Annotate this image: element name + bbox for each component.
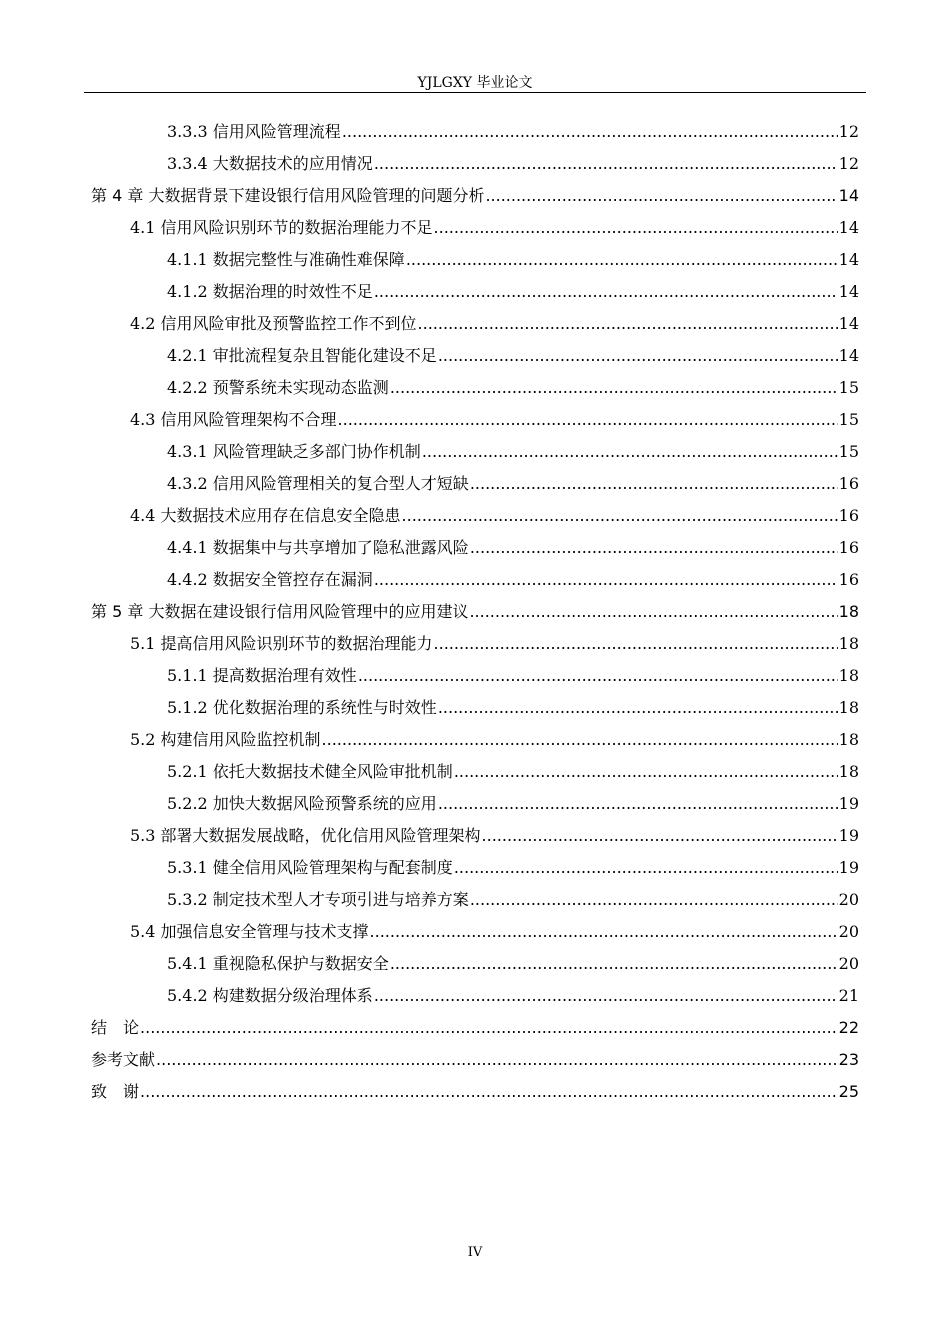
toc-entry-title: 4.3.1 风险管理缺乏多部门协作机制 [167,442,421,461]
toc-entry-title: 5.4 加强信息安全管理与技术支撑 [130,922,369,941]
dot-leader [370,916,838,948]
dot-leader [434,212,838,244]
dot-leader [342,116,838,148]
dot-leader [374,564,838,596]
dot-leader [406,244,838,276]
toc-entry-title: 致 谢 [91,1082,140,1101]
toc-entry-page-number: 16 [838,474,859,493]
toc-entry[interactable] [167,564,859,596]
toc-entry-page-number: 14 [838,282,859,301]
toc-entry-title: 5.3.2 制定技术型人才专项引进与培养方案 [167,890,469,909]
toc-entry[interactable] [91,1044,859,1076]
toc-entry-page-number: 25 [838,1082,859,1101]
running-header: YJLGXY 毕业论文 [417,75,533,91]
toc-entry-page-number: 12 [838,154,859,173]
dot-leader [390,948,838,980]
toc-entry-page-number: 18 [838,634,859,653]
dot-leader [374,980,838,1012]
toc-entry-page-number: 19 [838,826,859,845]
toc-entry-title: 4.4.2 数据安全管控存在漏洞 [167,570,373,589]
toc-entry-title: 4.2.1 审批流程复杂且智能化建设不足 [167,346,437,365]
toc-entry[interactable] [167,148,859,180]
toc-entry-title: 5.1 提高信用风险识别环节的数据治理能力 [130,634,433,653]
toc-entry[interactable] [167,244,859,276]
toc-entry-title: 第 5 章 大数据在建设银行信用风险管理中的应用建议 [91,602,469,621]
toc-entry-title: 5.2.1 依托大数据技术健全风险审批机制 [167,762,453,781]
toc-entry[interactable] [167,468,859,500]
toc-entry-page-number: 23 [838,1050,859,1069]
toc-entry[interactable] [167,788,859,820]
dot-leader [140,1076,838,1108]
dot-leader [140,1012,838,1044]
toc-entry[interactable] [167,756,859,788]
toc-entry-page-number: 15 [838,378,859,397]
toc-entry[interactable] [91,1076,859,1108]
toc-entry-page-number: 22 [838,1018,859,1037]
toc-entry[interactable] [167,276,859,308]
dot-leader [470,468,838,500]
toc-entry[interactable] [130,500,859,532]
toc-entry-title: 3.3.4 大数据技术的应用情况 [167,154,373,173]
dot-leader [454,852,838,884]
toc-entry-page-number: 14 [838,346,859,365]
toc-entry[interactable] [167,660,859,692]
toc-entry-page-number: 18 [838,762,859,781]
toc-entry-page-number: 14 [838,250,859,269]
toc-entry[interactable] [167,692,859,724]
header-rule [84,92,866,93]
toc-entry-title: 4.1.2 数据治理的时效性不足 [167,282,373,301]
toc-entry-page-number: 20 [838,954,859,973]
toc-entry-page-number: 15 [838,442,859,461]
toc-entry-title: 4.1.1 数据完整性与准确性难保障 [167,250,405,269]
dot-leader [338,404,838,436]
toc-entry-title: 5.4.2 构建数据分级治理体系 [167,986,373,1005]
dot-leader [374,148,838,180]
toc-entry[interactable] [91,596,859,628]
dot-leader [418,308,838,340]
toc-entry-title: 参考文献 [91,1050,156,1069]
toc-entry[interactable] [167,948,859,980]
dot-leader [358,660,838,692]
toc-entry-title: 5.1.2 优化数据治理的系统性与时效性 [167,698,437,717]
toc-entry-page-number: 18 [838,730,859,749]
toc-entry[interactable] [167,884,859,916]
toc-entry-title: 5.2.2 加快大数据风险预警系统的应用 [167,794,437,813]
dot-leader [485,180,837,212]
dot-leader [470,532,838,564]
toc-entry-title: 5.3.1 健全信用风险管理架构与配套制度 [167,858,453,877]
toc-entry[interactable] [167,980,859,1012]
toc-entry-page-number: 19 [838,858,859,877]
toc-entry[interactable] [130,404,859,436]
toc-entry-page-number: 12 [838,122,859,141]
toc-entry-title: 4.3 信用风险管理架构不合理 [130,410,337,429]
toc-entry-page-number: 14 [838,218,859,237]
toc-entry[interactable] [130,724,859,756]
toc-entry-title: 4.4 大数据技术应用存在信息安全隐患 [130,506,401,525]
toc-entry[interactable] [167,340,859,372]
dot-leader [402,500,838,532]
toc-entry-page-number: 15 [838,410,859,429]
toc-entry-title: 4.3.2 信用风险管理相关的复合型人才短缺 [167,474,469,493]
dot-leader [469,596,837,628]
toc-entry-page-number: 21 [838,986,859,1005]
toc-entry-title: 4.2 信用风险审批及预警监控工作不到位 [130,314,417,333]
dot-leader [390,372,838,404]
dot-leader [470,884,838,916]
toc-entry-title: 5.4.1 重视隐私保护与数据安全 [167,954,389,973]
toc-entry-page-number: 18 [838,698,859,717]
toc-entry[interactable] [130,916,859,948]
toc-entry-page-number: 14 [838,314,859,333]
dot-leader [322,724,838,756]
toc-entry[interactable] [130,628,859,660]
toc-entry-page-number: 20 [838,922,859,941]
dot-leader [438,692,838,724]
toc-entry[interactable] [130,212,859,244]
toc-entry[interactable] [167,372,859,404]
toc-entry-title: 4.2.2 预警系统未实现动态监测 [167,378,389,397]
dot-leader [422,436,838,468]
toc-entry-page-number: 16 [838,538,859,557]
toc-entry[interactable] [91,180,859,212]
toc-entry-title: 5.2 构建信用风险监控机制 [130,730,321,749]
dot-leader [454,756,838,788]
dot-leader [156,1044,838,1076]
toc-entry-page-number: 16 [838,506,859,525]
toc-entry-page-number: 18 [838,602,859,621]
toc-entry-title: 5.1.1 提高数据治理有效性 [167,666,357,685]
toc-entry[interactable] [167,116,859,148]
dot-leader [438,788,838,820]
dot-leader [438,340,838,372]
toc-entry-title: 4.1 信用风险识别环节的数据治理能力不足 [130,218,433,237]
toc-entry[interactable] [130,820,859,852]
dot-leader [434,628,838,660]
toc-entry-title: 3.3.3 信用风险管理流程 [167,122,341,141]
toc-entry-title: 5.3 部署大数据发展战略，优化信用风险管理架构 [130,826,481,845]
toc-entry-page-number: 20 [838,890,859,909]
toc-entry-page-number: 16 [838,570,859,589]
toc-entry[interactable] [167,852,859,884]
toc-entry[interactable] [167,532,859,564]
toc-entry[interactable] [130,308,859,340]
toc-entry-title: 第 4 章 大数据背景下建设银行信用风险管理的问题分析 [91,186,485,205]
toc-entry-page-number: 18 [838,666,859,685]
toc-entry-title: 结 论 [91,1018,140,1037]
dot-leader [482,820,838,852]
page-number: IV [467,1245,483,1260]
toc-entry-title: 4.4.1 数据集中与共享增加了隐私泄露风险 [167,538,469,557]
toc-entry-page-number: 19 [838,794,859,813]
toc-entry-page-number: 14 [838,186,859,205]
dot-leader [374,276,838,308]
toc-entry[interactable] [167,436,859,468]
toc-entry[interactable] [91,1012,859,1044]
